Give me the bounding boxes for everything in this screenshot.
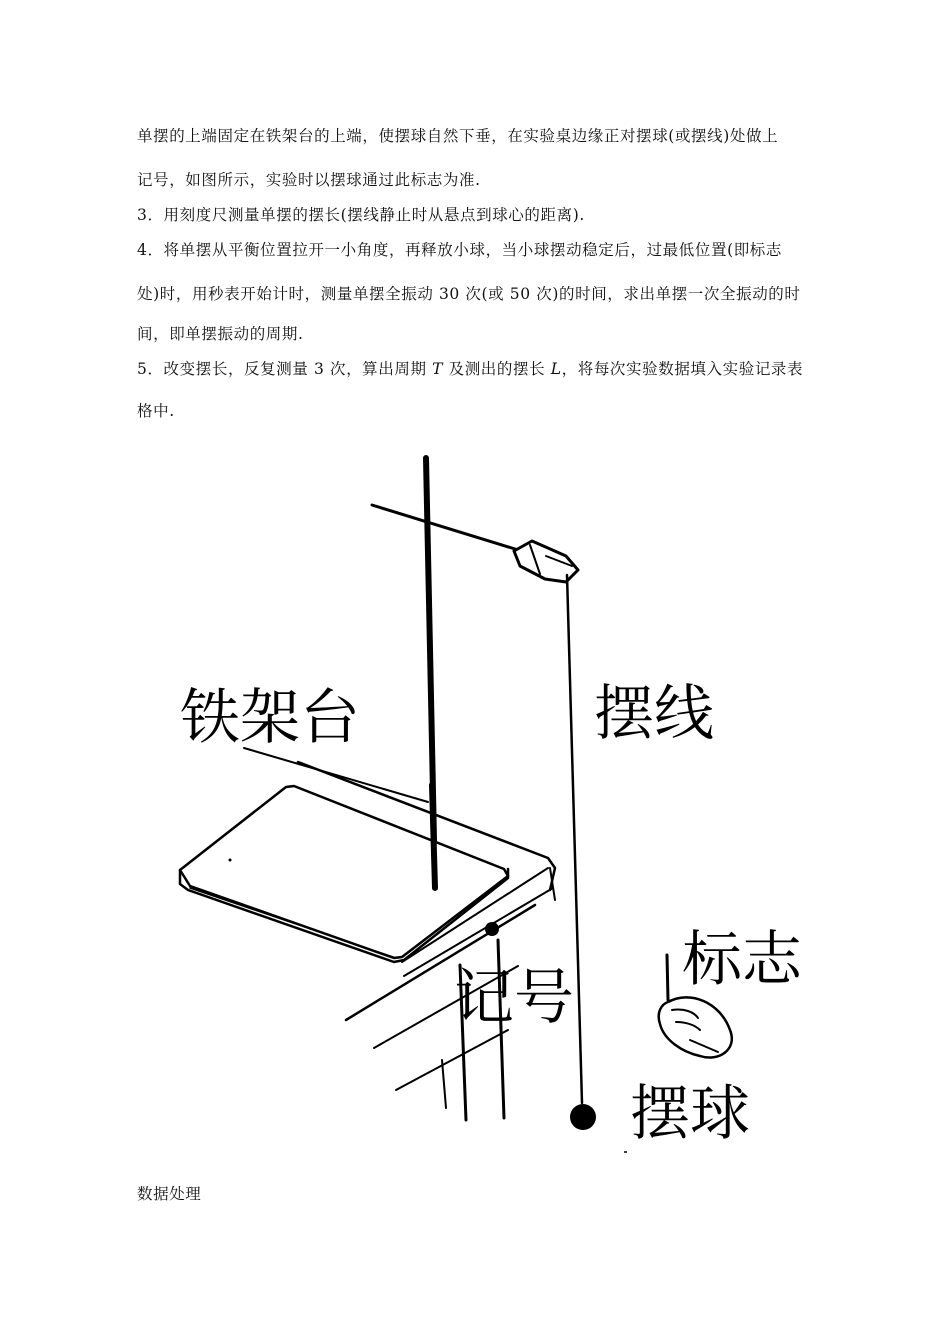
stand-crossbar xyxy=(372,505,528,553)
step-4-text-line-1: 4．将单摆从平衡位置拉开一小角度，再释放小球，当小球摆动稳定后，过最低位置(即标志 xyxy=(137,241,783,259)
step-5-text-line-2: 格中. xyxy=(137,402,175,420)
section-heading-data-processing: 数据处理 xyxy=(137,1185,202,1203)
marker-pointer-line xyxy=(667,955,668,1000)
stand-label-leader xyxy=(244,748,428,802)
label-iron-stand: 铁架台 xyxy=(180,683,360,753)
length-symbol: L xyxy=(550,360,562,378)
text-line-2: 记号，如图所示，实验时以摆球通过此标志为准. xyxy=(137,171,481,189)
label-pendulum-string: 摆线 xyxy=(594,679,714,749)
pendulum-apparatus-diagram xyxy=(160,450,820,1165)
pendulum-ball xyxy=(570,1104,596,1130)
label-mark: 记号 xyxy=(454,963,574,1033)
base-dot xyxy=(229,859,232,862)
step-3-text: 3．用刻度尺测量单摆的摆长(摆线静止时从悬点到球心的距离). xyxy=(137,206,585,224)
step-4-text-line-3: 间，即单摆振动的周期. xyxy=(137,325,304,343)
step-5-part-b: 及测出的摆长 xyxy=(443,360,551,378)
label-marker: 标志 xyxy=(682,925,802,995)
stand-base xyxy=(180,786,508,958)
step-5-part-a: 5．改变摆长，反复测量 3 次，算出周期 xyxy=(137,360,433,378)
pendulum-clamp xyxy=(514,541,578,582)
mark-dot xyxy=(485,922,499,936)
period-symbol: T xyxy=(432,360,444,378)
step-5-text-line-1 xyxy=(137,357,817,379)
text-line-1: 单摆的上端固定在铁架台的上端，使摆球自然下垂，在实验桌边缘正对摆球(或摆线)处做上 xyxy=(137,127,779,145)
label-pendulum-ball: 摆球 xyxy=(630,1079,750,1149)
step-5-part-c: ，将每次实验数据填入实验记录表 xyxy=(561,360,804,378)
step-4-text-line-2: 处)时，用秒表开始计时，测量单摆全振动 30 次(或 50 次)的时间，求出单摆一次全振动的时 xyxy=(137,285,801,303)
